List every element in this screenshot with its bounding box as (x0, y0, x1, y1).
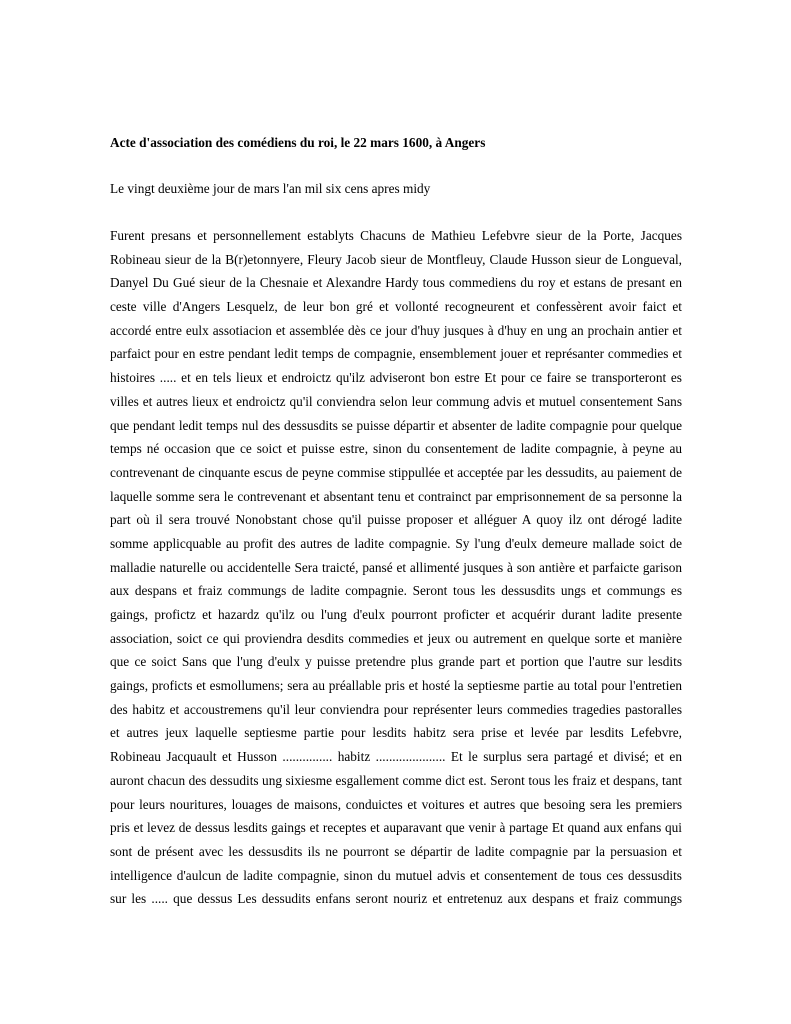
text-line: histoires ..... et en tels lieux et endroictz qu'ilz adviseront bon estre Et pour ce faire se transporteront es (110, 370, 682, 386)
text-line: contrevenant de cinquante escus de peyne commise stippullée et acceptée par les dessudits, au paiement de (110, 464, 682, 480)
text-line: sur les ..... que dessus Les dessudits enfans seront nouriz et entretenuz aux despans et fraiz commungs (110, 891, 682, 907)
text-line: somme applicquable au profit des autres de ladite compagnie. Sy l'ung d'eulx demeure mallade soict de (110, 535, 682, 551)
text-line: que ce soict Sans que l'ung d'eulx y puisse pretendre plus grande part et portion que l'autre sur lesdits (110, 654, 682, 670)
date-line: Le vingt deuxième jour de mars l'an mil six cens apres midy (110, 181, 431, 196)
text-line: accordé entre eulx assotiacion et assemblée dès ce jour d'huy jusques à d'huy en ung an prochain antier et (110, 322, 682, 338)
text-line: laquelle somme sera le contrevenant et absentant tenu et contrainct par emprisonnement de sa personne la (110, 488, 682, 504)
text-line: pris et levez de dessus lesdits gaings et receptes et auparavant que venir à partage Et quand aux enfans qui (110, 820, 682, 836)
text-line: Robineau Jacquault et Husson ............... habitz ..................... Et le surplus sera partagé et divisé; et en (110, 749, 682, 765)
text-line: temps né occasion que ce soict et puisse estre, sinon du consentement de ladite compagnie, à peyne au (110, 441, 682, 457)
text-line: des habitz et accoustremens qu'il leur conviendra pour représenter leurs commedies tragedies pastoralles (110, 701, 682, 717)
text-line: Furent presans et personnellement establyts Chacuns de Mathieu Lefebvre sieur de la Porte, Jacques (110, 228, 682, 243)
text-line: ceste ville d'Angers Lesquelz, de leur bon gré et vollonté recogneurent et confessèrent avoir faict et (110, 299, 682, 315)
text-line: parfaict pour en estre pendant ledit temps de compagnie, ensemblement jouer et représanter commedies et (110, 346, 682, 362)
text-line: auront chacun des dessudits ung sixiesme esgallement comme dict est. Seront tous les fraiz et despans, tant (110, 772, 682, 788)
text-line: et autres jeux laquelle septiesme partie pour lesdits habitz sera prise et levée par lesdits Lefebvre, (110, 725, 682, 741)
text-line: Danyel Du Gué sieur de la Chesnaie et Alexandre Hardy tous commediens du roy et estans de presant en (110, 275, 682, 291)
body-paragraph (110, 227, 682, 914)
document-title: Acte d'association des comédiens du roi, le 22 mars 1600, à Angers (110, 135, 486, 150)
text-line: part où il sera trouvé Nonobstant chose qu'il puisse proposer et alléguer A quoy ilz ont dérogé ladite (110, 512, 682, 528)
text-line: intelligence d'aulcun de ladite compagnie, sinon du mutuel advis et consentement de tous ces dessusdits (110, 867, 682, 883)
text-line: gaings, profictz et hazardz qu'ilz ou l'ung d'eulx pourront proficter et acquérir durant ladite presente (110, 607, 682, 622)
text-line: malladie naturelle ou accidentelle Sera traicté, pansé et allimenté jusques à son antière et parfaicte garison (110, 559, 682, 575)
text-line: sont de présent avec les dessusdits ils ne pourront se départir de ladite compagnie par la persuasion et (110, 843, 682, 859)
text-line: villes et autres lieux et endroictz qu'il conviendra selon leur commung advis et mutuel consentement Sans (110, 393, 682, 409)
text-line: Robineau sieur de la B(r)etonnyere, Fleury Jacob sieur de Montfleuy, Claude Husson sieur de Longueval, (110, 251, 682, 267)
text-line: que pendant ledit temps nul des dessusdits se puisse départir et absenter de ladite compagnie pour quelque (110, 417, 682, 433)
text-line: association, soict ce qui proviendra desdits commedies et jeux ou autrement en quelque sorte et manière (110, 630, 682, 646)
text-line: gaings, proficts et esmollumens; sera au préallable pris et hosté la septiesme partie au total pour l'entretien (110, 678, 682, 694)
text-line: aux despans et fraiz commungs de ladite compagnie. Seront tous les dessusdits ungs et commungs es (110, 583, 682, 599)
text-line: pour leurs nouritures, louages de maisons, conduictes et voitures et autres que besoing sera les premiers (110, 796, 682, 812)
